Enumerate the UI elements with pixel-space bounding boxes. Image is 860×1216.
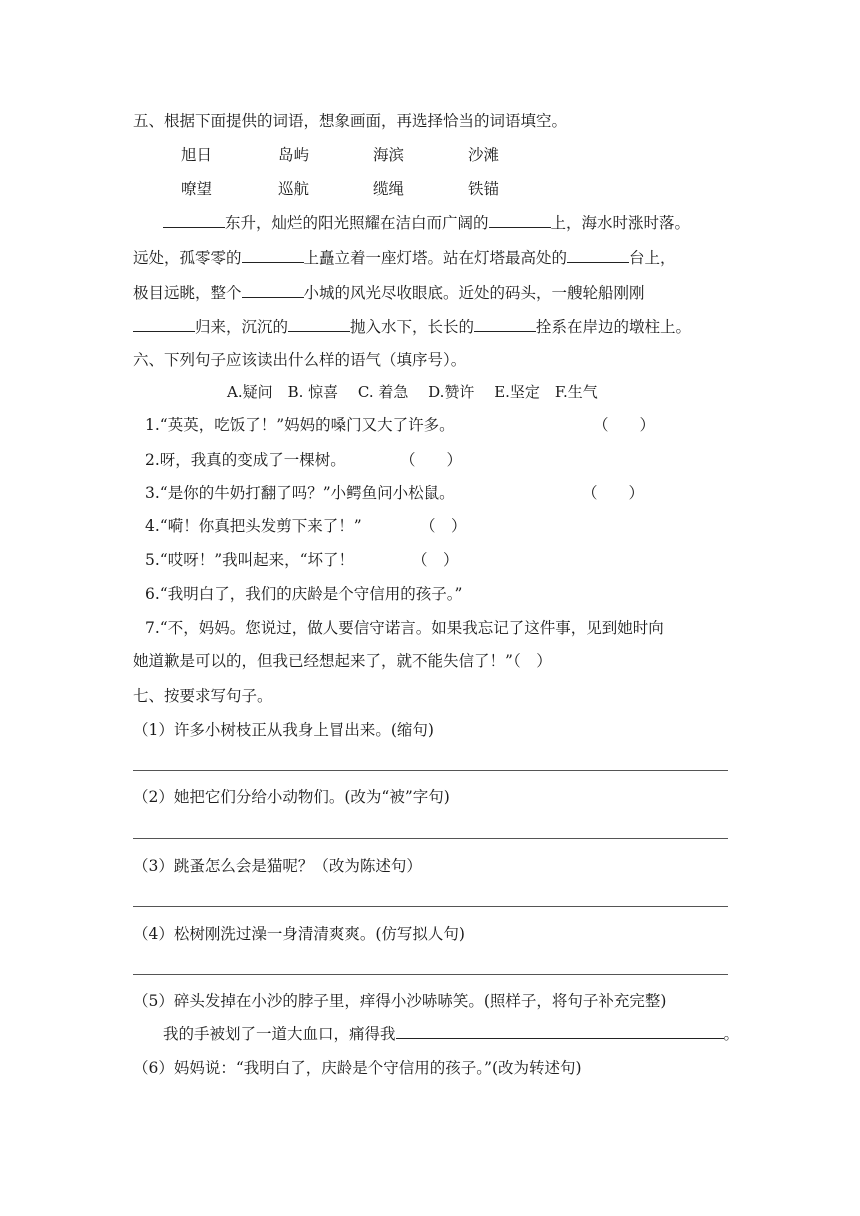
text: 她道歉是可以的，但我已经想起来了，就不能失信了！” [133,652,513,670]
tone-item-4: 4.“嗬！你真把头发剪下来了！” [145,517,362,535]
tone-item-7: 7.“不，妈妈。您说过，做人要信守诺言。如果我忘记了这件事，见到她时向 [145,619,664,637]
fill-blank-long[interactable] [396,1024,724,1039]
rewrite-q5: （5）碎头发掉在小沙的脖子里，痒得小沙哧哧笑。(照样子，将句子补充完整) [133,992,667,1010]
word-daoyu: 岛屿 [278,146,310,164]
word-shatan: 沙滩 [468,146,500,164]
text: 上矗立着一座灯塔。站在灯塔最高处的 [303,249,568,267]
answer-paren-1[interactable]: （ ） [593,416,656,434]
text: 上，海水时涨时落。 [550,214,691,232]
section7-title: 七、按要求写句子。 [133,687,273,705]
fill-blank[interactable] [567,248,629,263]
paragraph-line-1 [163,212,690,234]
answer-line-4[interactable] [133,974,728,975]
rewrite-q6: （6）妈妈说：“我明白了，庆龄是个守信用的孩子。”(改为转述句) [133,1059,582,1077]
fill-blank[interactable] [242,283,304,298]
text: 我的手被划了一道大血口，痛得我 [163,1025,396,1043]
answer-line-3[interactable] [133,906,728,907]
section6-title: 六、下列句子应该读出什么样的语气（填序号）。 [133,351,467,369]
fill-blank[interactable] [489,213,551,228]
paragraph-line-4 [133,316,691,338]
answer-paren-7[interactable]: （ ） [512,652,552,670]
answer-paren-3[interactable]: （ ） [582,484,645,502]
rewrite-q5-fill [163,1023,739,1045]
tone-item-2: 2.呀，我真的变成了一棵树。 [145,451,346,469]
word-xuri: 旭日 [181,146,213,164]
rewrite-q4: （4）松树刚洗过澡一身清清爽爽。(仿写拟人句) [133,925,465,943]
word-xunhang: 巡航 [278,180,310,198]
fill-blank[interactable] [474,317,536,332]
text: 台上， [629,249,676,267]
word-lansheng: 缆绳 [373,180,405,198]
answer-paren-4[interactable]: （ ） [420,517,467,535]
text: 归来，沉沉的 [195,318,289,336]
answer-line-2[interactable] [133,838,728,839]
answer-line-1[interactable] [133,770,728,771]
tone-item-3: 3.“是你的牛奶打翻了吗？”小鳄鱼问小松鼠。 [145,484,455,502]
tone-item-5: 5.“哎呀！”我叫起来，“坏了！ [145,551,355,569]
word-haibin: 海滨 [373,146,405,164]
rewrite-q1: （1）许多小树枝正从我身上冒出来。(缩句) [133,721,434,739]
text: 东升，灿烂的阳光照耀在洁白而广阔的 [225,214,489,232]
tone-item-7-cont [133,650,552,672]
fill-blank[interactable] [288,317,350,332]
fill-blank[interactable] [163,213,225,228]
text: 小城的风光尽收眼底。近处的码头，一艘轮船刚刚 [303,284,645,302]
fill-blank[interactable] [133,317,195,332]
tone-item-6: 6.“我明白了，我们的庆龄是个守信用的孩子。” [145,585,463,603]
tone-options: A.疑问 B. 惊喜 C. 着急 D.赞许 E.坚定 F.生气 [227,383,598,401]
rewrite-q3: （3）跳蚤怎么会是猫呢？（改为陈述句） [133,857,422,875]
tone-item-1: 1.“英英，吃饭了！”妈妈的嗓门又大了许多。 [145,416,455,434]
paragraph-line-2 [133,247,676,269]
word-liaowang: 嘹望 [181,180,213,198]
rewrite-q2: （2）她把它们分给小动物们。(改为“被”字句) [133,788,450,806]
paragraph-line-3 [133,282,645,304]
section5-title: 五、根据下面提供的词语，想象画面，再选择恰当的词语填空。 [133,112,568,130]
text: 远处，孤零零的 [133,249,242,267]
text: 极目远眺，整个 [133,284,242,302]
fill-blank[interactable] [242,248,304,263]
text: 拴系在岸边的墩柱上。 [536,318,692,336]
answer-paren-5[interactable]: （ ） [412,551,459,569]
text: 。 [723,1025,740,1043]
text: 抛入水下，长长的 [350,318,475,336]
word-tiemao: 铁锚 [468,180,500,198]
answer-paren-2[interactable]: （ ） [400,451,463,469]
